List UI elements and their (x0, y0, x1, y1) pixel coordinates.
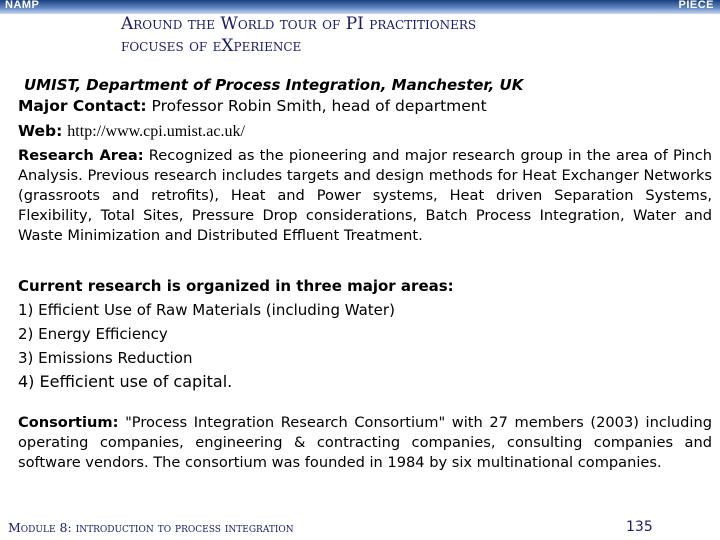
major-contact-label: Major Contact: (18, 97, 147, 115)
research-area-text: Recognized as the pioneering and major research group in the area of Pinch Analysis. Previous research includes targets and design methods for Heat Exchanger Networks (grassroots and retrofits), Heat and Power systems, Heat driven Separation Systems, Flexibility, Total Sites, Pressure Drop considerations, Batch Process Integration, Water and Waste Minimization and Distributed Effluent Treatment. (18, 147, 712, 244)
page-number: 135 (626, 519, 653, 535)
web-label: Web: (18, 122, 63, 140)
header-right-label: PIECE (678, 0, 714, 11)
research-area-label: Research Area: (18, 147, 144, 164)
research-areas-list (18, 274, 708, 394)
list-item: 3) Emissions Reduction (18, 349, 193, 367)
slide-title-line1: Around the World tour of PI practitioners (121, 14, 477, 34)
research-area (18, 146, 712, 246)
consortium (18, 413, 712, 473)
web-link[interactable]: http://www.cpi.umist.ac.uk/ (67, 123, 245, 140)
list-item: 4) Eefficient use of capital. (18, 372, 233, 391)
major-contact-value: Professor Robin Smith, head of department (146, 97, 487, 115)
consortium-label: Consortium: (18, 414, 119, 431)
web (18, 122, 245, 141)
consortium-text: "Process Integration Research Consortium" with 27 members (2003) including operating companies, engineering & contracting companies, consulting companies and software vendors. The consortium was founded in 1984 by six multinational companies. (18, 414, 712, 471)
major-contact (18, 97, 487, 115)
module-footer: Module 8: introduction to process integration (8, 520, 294, 535)
header-bar (0, 0, 720, 14)
header-left-label: NAMP (5, 0, 40, 11)
list-item: 1) Efficient Use of Raw Materials (including Water) (18, 301, 395, 319)
list-item: 2) Energy Efficiency (18, 325, 168, 343)
institution-heading: UMIST, Department of Process Integration, Manchester, UK (24, 76, 524, 94)
research-areas-title: Current research is organized in three major areas: (18, 277, 454, 295)
slide-title-line2: focuses of eXperience (121, 36, 302, 56)
slide-title (121, 13, 681, 57)
